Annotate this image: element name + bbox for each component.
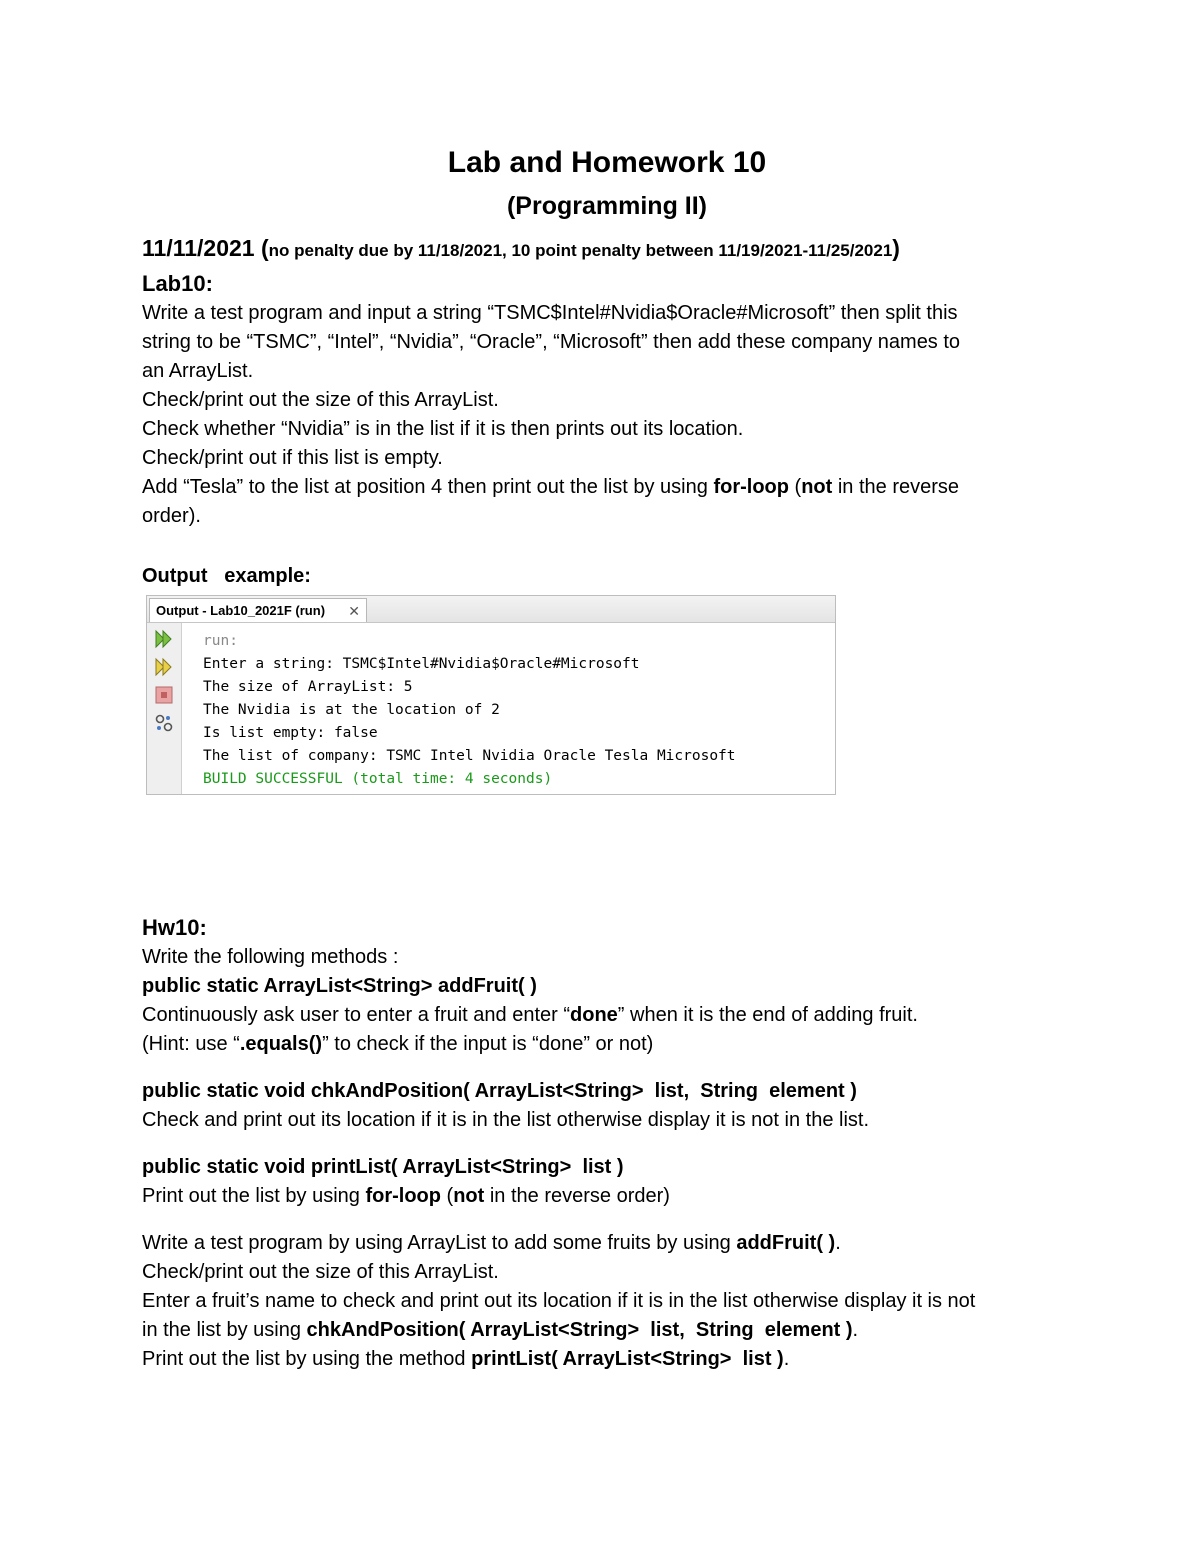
method-description: Check and print out its location if it is in the list otherwise display it is not in the list. (142, 1109, 870, 1131)
output-toolbar (147, 623, 182, 794)
output-console-text (203, 630, 736, 791)
lab-line: Check/print out the size of this ArrayList. (142, 389, 499, 411)
output-example-label: Output example: (142, 565, 311, 587)
console-line-build: BUILD SUCCESSFUL (total time: 4 seconds) (203, 771, 553, 787)
lab-line: Write a test program and input a string “TSMC$Intel#Nvidia$Oracle#Microsoft” then split this (142, 302, 958, 324)
method-hint (142, 1030, 1072, 1059)
bold-run: .equals() (239, 1033, 323, 1055)
stop-icon[interactable] (154, 685, 174, 705)
bold-run: done (570, 1004, 618, 1026)
lab-add-line (142, 473, 1072, 502)
console-line: Enter a string: TSMC$Intel#Nvidia$Oracle#Microsoft (203, 656, 640, 672)
bold-run: chkAndPosition( ArrayList<String> list, String element ) (306, 1319, 853, 1341)
text-run: ” when it is the end of adding fruit. (617, 1004, 918, 1026)
text-run: Print out the list by using (142, 1185, 366, 1207)
paren-open: ( (260, 235, 269, 261)
document-page (142, 140, 1072, 1374)
text-run: in the reverse (832, 476, 960, 498)
bold-run: addFruit( ) (736, 1232, 836, 1254)
method-signature (142, 1077, 1072, 1106)
bold-run: not (801, 476, 833, 498)
settings-icon[interactable] (154, 713, 174, 733)
text-run: . (783, 1348, 790, 1370)
hw-intro: Write the following methods : (142, 946, 399, 968)
text-run: Add “Tesla” to the list at position 4 then print out the list by using (142, 476, 714, 498)
console-line: The Nvidia is at the location of 2 (203, 702, 500, 718)
lab-line: Check whether “Nvidia” is in the list if it is then prints out its location. (142, 418, 744, 440)
text-run: . (852, 1319, 859, 1341)
text-run: . (835, 1232, 841, 1254)
text-run: in the reverse order) (484, 1185, 670, 1207)
output-tab[interactable] (149, 598, 367, 622)
penalty-note: no penalty due by 11/18/2021, 10 point penalty between 11/19/2021-11/25/2021 (268, 241, 893, 260)
page-title: Lab and Homework 10 (447, 146, 767, 179)
text-run: Continuously ask user to enter a fruit and enter “ (142, 1004, 571, 1026)
console-line: Is list empty: false (203, 725, 378, 741)
close-icon[interactable]: ✕ (348, 603, 360, 619)
console-line: The size of ArrayList: 5 (203, 679, 413, 695)
test-line (142, 1229, 1072, 1258)
output-tab-bar (147, 596, 835, 623)
text-run: ” to check if the input is “done” or not) (322, 1033, 654, 1055)
lab-line: order). (142, 505, 201, 527)
test-line: Check/print out the size of this ArrayList. (142, 1261, 499, 1283)
bold-run: for-loop (365, 1185, 441, 1207)
rerun-icon[interactable] (154, 657, 174, 677)
output-panel-screenshot (146, 595, 836, 795)
page-subtitle: (Programming II) (506, 192, 707, 220)
lab-line: an ArrayList. (142, 360, 254, 382)
test-line (142, 1345, 1072, 1374)
spacer (142, 795, 1072, 913)
test-line (142, 1316, 1072, 1345)
text-run: (Hint: use “ (142, 1033, 240, 1055)
lab-line: string to be “TSMC”, “Intel”, “Nvidia”, “Oracle”, “Microsoft” then add these company names to (142, 331, 961, 353)
lab-heading: Lab10: (142, 271, 213, 296)
run-again-icon[interactable] (154, 629, 174, 649)
text-run: ( (788, 476, 802, 498)
test-line: Enter a fruit’s name to check and print out its location if it is in the list otherwise display it is not (142, 1290, 976, 1312)
paren-close: ) (892, 235, 900, 261)
method-description (142, 1182, 1072, 1211)
method-signature (142, 1153, 1072, 1182)
date-main: 11/11/2021 (142, 235, 255, 261)
output-tab-label: Output - Lab10_2021F (run) (156, 603, 326, 618)
text-run: Write a test program by using ArrayList to add some fruits by using (142, 1232, 737, 1254)
hw-heading: Hw10: (142, 915, 207, 940)
bold-run: public static void printList( ArrayList<String> list ) (142, 1156, 624, 1178)
bold-run: not (453, 1185, 485, 1207)
bold-run: for-loop (713, 476, 789, 498)
bold-run: printList( ArrayList<String> list ) (471, 1348, 784, 1370)
console-line: The list of company: TSMC Intel Nvidia Oracle Tesla Microsoft (203, 748, 736, 764)
method-description (142, 1001, 1072, 1030)
text-run: Print out the list by using the method (142, 1348, 472, 1370)
due-date-line (142, 230, 1072, 269)
bold-run: public static void chkAndPosition( ArrayList<String> list, String element ) (142, 1080, 857, 1102)
text-run: in the list by using (142, 1319, 307, 1341)
console-line-run: run: (203, 633, 238, 649)
lab-line: Check/print out if this list is empty. (142, 447, 443, 469)
method-signature (142, 972, 1072, 1001)
bold-run: public static ArrayList<String> addFruit( ) (142, 975, 537, 997)
text-run: ( (440, 1185, 454, 1207)
